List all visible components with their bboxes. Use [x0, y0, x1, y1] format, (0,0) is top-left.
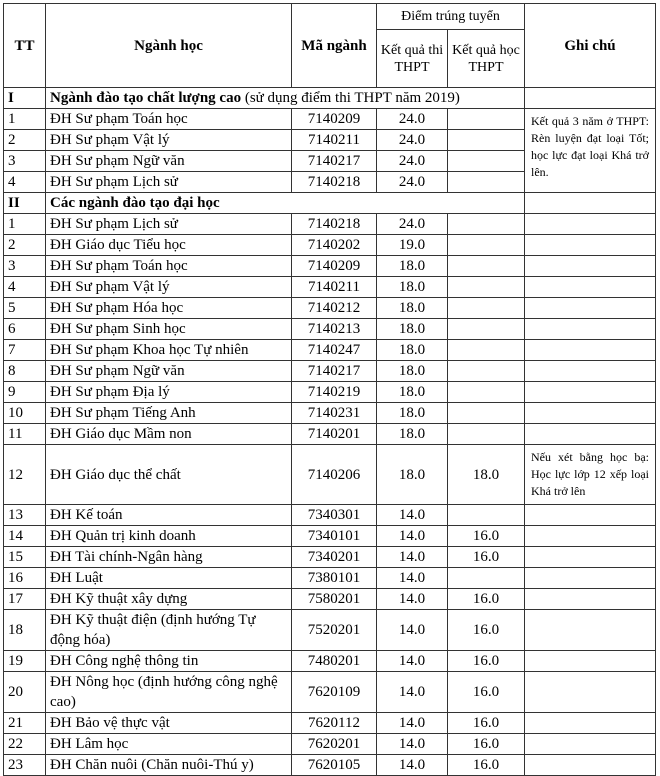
row-tt: 2 — [4, 130, 46, 151]
row-code: 7140231 — [292, 403, 377, 424]
row-note — [525, 568, 656, 589]
row-major: ĐH Nông học (định hướng công nghệ cao) — [46, 672, 292, 713]
section-note-cell — [525, 193, 656, 214]
row-note — [525, 672, 656, 713]
row-tt: 11 — [4, 424, 46, 445]
row-major: ĐH Sư phạm Toán học — [46, 256, 292, 277]
row-major: ĐH Sư phạm Lịch sử — [46, 172, 292, 193]
row-transcript-score: 18.0 — [448, 445, 525, 505]
row-transcript-score — [448, 130, 525, 151]
row-transcript-score — [448, 256, 525, 277]
row-exam-score: 18.0 — [377, 319, 448, 340]
row-transcript-score: 16.0 — [448, 547, 525, 568]
row-tt: 6 — [4, 319, 46, 340]
row-code: 7580201 — [292, 589, 377, 610]
row-tt: 21 — [4, 713, 46, 734]
row-tt: 13 — [4, 505, 46, 526]
row-transcript-score — [448, 151, 525, 172]
row-note — [525, 340, 656, 361]
row-transcript-score — [448, 424, 525, 445]
row-major: ĐH Sư phạm Khoa học Tự nhiên — [46, 340, 292, 361]
row-code: 7340301 — [292, 505, 377, 526]
table-row — [4, 109, 656, 130]
row-major: ĐH Sư phạm Ngữ văn — [46, 361, 292, 382]
row-major: ĐH Giáo dục Tiểu học — [46, 235, 292, 256]
row-note — [525, 424, 656, 445]
row-major: ĐH Sư phạm Ngữ văn — [46, 151, 292, 172]
row-tt: 4 — [4, 277, 46, 298]
row-exam-score: 14.0 — [377, 526, 448, 547]
section-row-2 — [4, 193, 656, 214]
row-transcript-score — [448, 298, 525, 319]
row-major: ĐH Sư phạm Toán học — [46, 109, 292, 130]
row-exam-score: 14.0 — [377, 589, 448, 610]
table-row — [4, 214, 656, 235]
row-transcript-score — [448, 403, 525, 424]
row-tt: 4 — [4, 172, 46, 193]
row-transcript-score — [448, 505, 525, 526]
row-exam-score: 14.0 — [377, 547, 448, 568]
row-tt: 20 — [4, 672, 46, 713]
header-major: Ngành học — [46, 4, 292, 88]
table-row — [4, 672, 656, 713]
row-major: ĐH Sư phạm Vật lý — [46, 277, 292, 298]
table-row — [4, 277, 656, 298]
row-major: ĐH Tài chính-Ngân hàng — [46, 547, 292, 568]
row-transcript-score — [448, 235, 525, 256]
row-exam-score: 14.0 — [377, 672, 448, 713]
table-row — [4, 568, 656, 589]
row-code: 7140217 — [292, 151, 377, 172]
row-tt: 9 — [4, 382, 46, 403]
row-exam-score: 14.0 — [377, 610, 448, 651]
table-row — [4, 298, 656, 319]
row-note — [525, 755, 656, 776]
table-row — [4, 382, 656, 403]
section-title-note: (sử dụng điểm thi THPT năm 2019) — [241, 90, 460, 106]
row-exam-score: 24.0 — [377, 172, 448, 193]
table-row — [4, 526, 656, 547]
row-code: 7620105 — [292, 755, 377, 776]
row-transcript-score — [448, 214, 525, 235]
row-note — [525, 382, 656, 403]
row-major: ĐH Luật — [46, 568, 292, 589]
row-exam-score: 18.0 — [377, 340, 448, 361]
row-major: ĐH Kỹ thuật điện (định hướng Tự động hóa) — [46, 610, 292, 651]
section-title-bold: Ngành đào tạo chất lượng cao — [50, 90, 242, 106]
row-note — [525, 403, 656, 424]
row-tt: 7 — [4, 340, 46, 361]
row-note — [525, 505, 656, 526]
row-code: 7140211 — [292, 130, 377, 151]
row-transcript-score: 16.0 — [448, 651, 525, 672]
row-tt: 12 — [4, 445, 46, 505]
row-code: 7140202 — [292, 235, 377, 256]
row-tt: 22 — [4, 734, 46, 755]
row-exam-score: 24.0 — [377, 151, 448, 172]
row-transcript-score — [448, 568, 525, 589]
row-code: 7480201 — [292, 651, 377, 672]
row-tt: 17 — [4, 589, 46, 610]
row-transcript-score: 16.0 — [448, 713, 525, 734]
row-code: 7340201 — [292, 547, 377, 568]
row-tt: 16 — [4, 568, 46, 589]
row-note — [525, 589, 656, 610]
section-number: I — [4, 88, 46, 109]
row-major: ĐH Quản trị kinh doanh — [46, 526, 292, 547]
row-note — [525, 319, 656, 340]
table-row — [4, 755, 656, 776]
row-code: 7520201 — [292, 610, 377, 651]
row-exam-score: 18.0 — [377, 382, 448, 403]
row-note — [525, 277, 656, 298]
row-major: ĐH Sư phạm Hóa học — [46, 298, 292, 319]
row-exam-score: 24.0 — [377, 109, 448, 130]
row-tt: 19 — [4, 651, 46, 672]
row-transcript-score — [448, 277, 525, 298]
row-tt: 3 — [4, 151, 46, 172]
row-code: 7380101 — [292, 568, 377, 589]
row-note — [525, 547, 656, 568]
table-row — [4, 589, 656, 610]
table-row — [4, 445, 656, 505]
row-exam-score: 14.0 — [377, 713, 448, 734]
row-note — [525, 298, 656, 319]
section-row-1 — [4, 88, 656, 109]
row-code: 7140247 — [292, 340, 377, 361]
row-code: 7140219 — [292, 382, 377, 403]
row-tt: 2 — [4, 235, 46, 256]
row-major: ĐH Giáo dục thể chất — [46, 445, 292, 505]
row-major: ĐH Sư phạm Lịch sử — [46, 214, 292, 235]
row-tt: 5 — [4, 298, 46, 319]
table-row — [4, 713, 656, 734]
table-row — [4, 235, 656, 256]
row-exam-score: 19.0 — [377, 235, 448, 256]
row-major: ĐH Sư phạm Sinh học — [46, 319, 292, 340]
table-row — [4, 651, 656, 672]
row-exam-score: 14.0 — [377, 505, 448, 526]
row-code: 7340101 — [292, 526, 377, 547]
row-transcript-score: 16.0 — [448, 610, 525, 651]
row-transcript-score: 16.0 — [448, 526, 525, 547]
row-major: ĐH Kế toán — [46, 505, 292, 526]
row-major: ĐH Công nghệ thông tin — [46, 651, 292, 672]
note-transcript-rule: Nếu xét bằng học bạ: Học lực lớp 12 xếp loại Khá trở lên — [525, 445, 656, 505]
row-transcript-score — [448, 340, 525, 361]
row-code: 7620201 — [292, 734, 377, 755]
table-header — [4, 4, 656, 88]
row-exam-score: 18.0 — [377, 298, 448, 319]
row-code: 7140213 — [292, 319, 377, 340]
table-row — [4, 340, 656, 361]
row-exam-score: 18.0 — [377, 403, 448, 424]
row-code: 7620109 — [292, 672, 377, 713]
row-tt: 1 — [4, 214, 46, 235]
row-exam-score: 18.0 — [377, 445, 448, 505]
row-note — [525, 526, 656, 547]
row-major: ĐH Chăn nuôi (Chăn nuôi-Thú y) — [46, 755, 292, 776]
admission-table-container — [3, 3, 656, 776]
row-code: 7140218 — [292, 214, 377, 235]
row-code: 7140201 — [292, 424, 377, 445]
header-note: Ghi chú — [525, 4, 656, 88]
table-row — [4, 403, 656, 424]
row-code: 7620112 — [292, 713, 377, 734]
row-exam-score: 18.0 — [377, 361, 448, 382]
table-row — [4, 256, 656, 277]
table-body — [4, 88, 656, 776]
row-tt: 8 — [4, 361, 46, 382]
row-major: ĐH Bảo vệ thực vật — [46, 713, 292, 734]
row-note — [525, 734, 656, 755]
row-transcript-score — [448, 361, 525, 382]
row-note — [525, 235, 656, 256]
header-code: Mã ngành — [292, 4, 377, 88]
row-code: 7140206 — [292, 445, 377, 505]
row-major: ĐH Sư phạm Tiếng Anh — [46, 403, 292, 424]
section-title: Các ngành đào tạo đại học — [46, 193, 525, 214]
row-exam-score: 24.0 — [377, 130, 448, 151]
header-score-transcript: Kết quả học THPT — [448, 30, 525, 88]
row-exam-score: 18.0 — [377, 424, 448, 445]
row-note — [525, 214, 656, 235]
row-tt: 23 — [4, 755, 46, 776]
row-exam-score: 14.0 — [377, 755, 448, 776]
row-note — [525, 361, 656, 382]
row-tt: 18 — [4, 610, 46, 651]
row-tt: 14 — [4, 526, 46, 547]
row-tt: 10 — [4, 403, 46, 424]
note-high-quality: Kết quả 3 năm ở THPT: Rèn luyện đạt loại Tốt; học lực đạt loại Khá trở lên. — [525, 109, 656, 193]
row-transcript-score — [448, 319, 525, 340]
table-row — [4, 505, 656, 526]
table-row — [4, 547, 656, 568]
row-major: ĐH Lâm học — [46, 734, 292, 755]
row-exam-score: 14.0 — [377, 651, 448, 672]
table-row — [4, 361, 656, 382]
row-tt: 1 — [4, 109, 46, 130]
row-exam-score: 14.0 — [377, 734, 448, 755]
row-code: 7140211 — [292, 277, 377, 298]
admission-score-table — [3, 3, 656, 776]
header-score-group: Điểm trúng tuyển — [377, 4, 525, 30]
row-transcript-score — [448, 172, 525, 193]
table-row — [4, 734, 656, 755]
row-note — [525, 651, 656, 672]
row-major: ĐH Giáo dục Mầm non — [46, 424, 292, 445]
row-transcript-score: 16.0 — [448, 734, 525, 755]
row-code: 7140217 — [292, 361, 377, 382]
row-tt: 15 — [4, 547, 46, 568]
table-row — [4, 319, 656, 340]
table-row — [4, 424, 656, 445]
row-note — [525, 610, 656, 651]
row-exam-score: 14.0 — [377, 568, 448, 589]
section-note-cell — [525, 88, 656, 109]
row-code: 7140218 — [292, 172, 377, 193]
row-transcript-score: 16.0 — [448, 755, 525, 776]
row-major: ĐH Sư phạm Địa lý — [46, 382, 292, 403]
row-major: ĐH Sư phạm Vật lý — [46, 130, 292, 151]
row-note — [525, 256, 656, 277]
row-transcript-score — [448, 109, 525, 130]
row-transcript-score: 16.0 — [448, 589, 525, 610]
row-note — [525, 713, 656, 734]
row-exam-score: 24.0 — [377, 214, 448, 235]
row-code: 7140212 — [292, 298, 377, 319]
row-transcript-score: 16.0 — [448, 672, 525, 713]
row-major: ĐH Kỹ thuật xây dựng — [46, 589, 292, 610]
row-code: 7140209 — [292, 109, 377, 130]
row-exam-score: 18.0 — [377, 277, 448, 298]
section-title — [46, 88, 525, 109]
header-tt: TT — [4, 4, 46, 88]
row-exam-score: 18.0 — [377, 256, 448, 277]
row-tt: 3 — [4, 256, 46, 277]
row-transcript-score — [448, 382, 525, 403]
row-code: 7140209 — [292, 256, 377, 277]
table-row — [4, 610, 656, 651]
section-number: II — [4, 193, 46, 214]
header-score-exam: Kết quả thi THPT — [377, 30, 448, 88]
